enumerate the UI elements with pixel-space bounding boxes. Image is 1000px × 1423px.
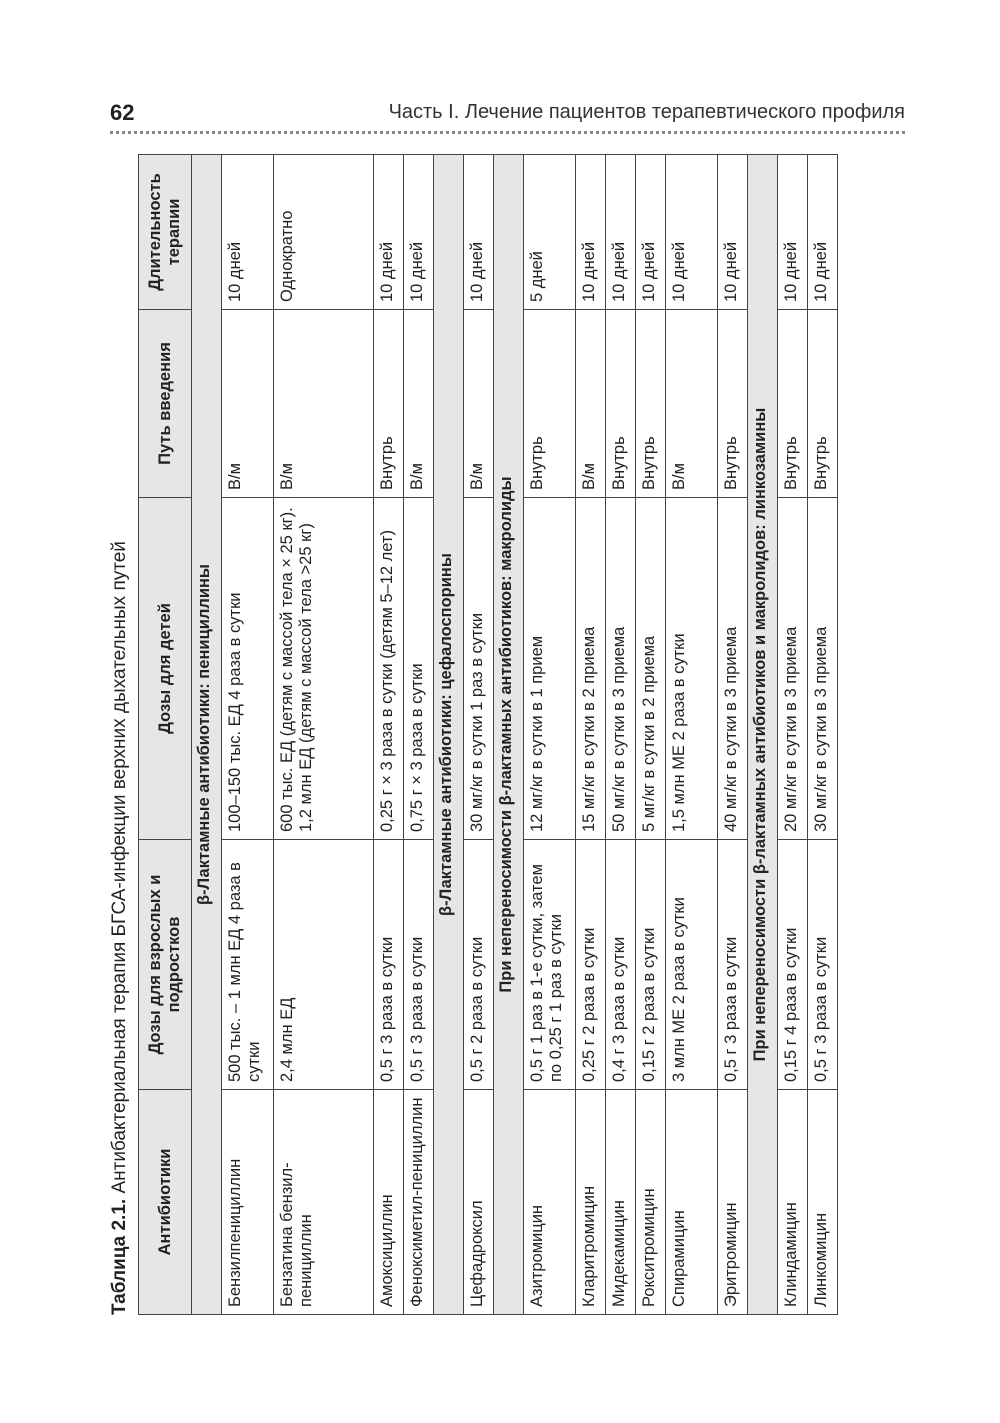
cell-route: Внутрь: [718, 310, 748, 498]
cell-child-dose: 0,75 г × 3 раза в сутки: [404, 498, 434, 840]
cell-child-dose: 30 мг/кг в сутки 1 раз в сутки: [464, 498, 494, 840]
running-title: Часть I. Лечение пациентов терапевтического профиля: [388, 101, 905, 123]
cell-antibiotic: Бензатина бензил-пенициллин: [274, 1090, 374, 1315]
cell-route: В/м: [666, 310, 718, 498]
cell-duration: 10 дней: [718, 155, 748, 310]
cell-antibiotic: Азитромицин: [524, 1090, 576, 1315]
table-body: [192, 155, 838, 1315]
cell-duration: 10 дней: [606, 155, 636, 310]
section-title: β-Лактамные антибиотики: пенициллины: [192, 155, 222, 1315]
cell-duration: 10 дней: [666, 155, 718, 310]
cell-child-dose: 15 мг/кг в сутки в 2 приема: [576, 498, 606, 840]
table-row: [576, 155, 606, 1315]
table-row: [606, 155, 636, 1315]
cell-child-dose: 50 мг/кг в сутки в 3 приема: [606, 498, 636, 840]
cell-adult-dose: 500 тыс. – 1 млн ЕД 4 раза в сутки: [222, 840, 274, 1090]
cell-duration: 10 дней: [636, 155, 666, 310]
col-header-antibiotic: Антибиотики: [139, 1090, 192, 1315]
cell-duration: 10 дней: [778, 155, 808, 310]
cell-adult-dose: 3 млн МЕ 2 раза в сутки: [666, 840, 718, 1090]
cell-child-dose: 20 мг/кг в сутки в 3 приема: [778, 498, 808, 840]
section-title: При непереносимости β-лактамных антибиотиков: макролиды: [494, 155, 524, 1315]
table-row: [778, 155, 808, 1315]
cell-antibiotic: Эритромицин: [718, 1090, 748, 1315]
cell-duration: 10 дней: [374, 155, 404, 310]
table-row: [666, 155, 718, 1315]
cell-duration: 10 дней: [464, 155, 494, 310]
cell-adult-dose: 2,4 млн ЕД: [274, 840, 374, 1090]
cell-adult-dose: 0,5 г 3 раза в сутки: [718, 840, 748, 1090]
cell-antibiotic: Феноксиметил-пенициллин: [404, 1090, 434, 1315]
cell-adult-dose: 0,15 г 4 раза в сутки: [778, 840, 808, 1090]
cell-antibiotic: Амоксициллин: [374, 1090, 404, 1315]
cell-route: Внутрь: [606, 310, 636, 498]
cell-route: Внутрь: [636, 310, 666, 498]
cell-adult-dose: 0,4 г 3 раза в сутки: [606, 840, 636, 1090]
table-row: [404, 155, 434, 1315]
col-header-child-dose: Дозы для детей: [139, 498, 192, 840]
cell-antibiotic: Цефадроксил: [464, 1090, 494, 1315]
cell-child-dose: 40 мг/кг в сутки в 3 приема: [718, 498, 748, 840]
table-row: [524, 155, 576, 1315]
cell-antibiotic: Линкомицин: [808, 1090, 838, 1315]
rotated-table-block: [110, 155, 910, 1315]
table-row: [374, 155, 404, 1315]
caption-label: Таблица 2.1.: [109, 1198, 130, 1315]
cell-adult-dose: 0,5 г 1 раз в 1-е сутки, затем по 0,25 г 1 раз в сутки: [524, 840, 576, 1090]
cell-route: Внутрь: [524, 310, 576, 498]
section-title: β-Лактамные антибиотики: цефалоспорины: [434, 155, 464, 1315]
cell-antibiotic: Клиндамицин: [778, 1090, 808, 1315]
section-row: [494, 155, 524, 1315]
cell-child-dose: 12 мг/кг в сутки в 1 прием: [524, 498, 576, 840]
table-row: [464, 155, 494, 1315]
cell-child-dose: 30 мг/кг в сутки в 3 приема: [808, 498, 838, 840]
table-row: [636, 155, 666, 1315]
cell-route: В/м: [274, 310, 374, 498]
cell-adult-dose: 0,5 г 3 раза в сутки: [808, 840, 838, 1090]
col-header-route: Путь введения: [139, 310, 192, 498]
cell-antibiotic: Бензилпенициллин: [222, 1090, 274, 1315]
cell-route: В/м: [576, 310, 606, 498]
section-title: При непереносимости β-лактамных антибиотиков и макролидов: линкозамины: [748, 155, 778, 1315]
antibiotics-table: [138, 154, 838, 1315]
cell-route: В/м: [404, 310, 434, 498]
cell-duration: 10 дней: [404, 155, 434, 310]
section-row: [748, 155, 778, 1315]
cell-duration: 10 дней: [808, 155, 838, 310]
cell-child-dose: 5 мг/кг в сутки в 2 приема: [636, 498, 666, 840]
cell-adult-dose: 0,25 г 2 раза в сутки: [576, 840, 606, 1090]
cell-route: Внутрь: [778, 310, 808, 498]
cell-child-dose: 600 тыс. ЕД (детям с массой тела × 25 кг). 1,2 млн ЕД (детям с массой тела >25 кг): [274, 498, 374, 840]
table-row: [274, 155, 374, 1315]
cell-antibiotic: Рокситромицин: [636, 1090, 666, 1315]
cell-adult-dose: 0,5 г 3 раза в сутки: [404, 840, 434, 1090]
header-divider: [110, 131, 905, 134]
cell-duration: Однократно: [274, 155, 374, 310]
cell-duration: 10 дней: [576, 155, 606, 310]
cell-antibiotic: Кларитромицин: [576, 1090, 606, 1315]
cell-antibiotic: Мидекамицин: [606, 1090, 636, 1315]
table-row: [808, 155, 838, 1315]
cell-child-dose: 1,5 млн МЕ 2 раза в сутки: [666, 498, 718, 840]
table-caption: [110, 155, 138, 1315]
cell-adult-dose: 0,5 г 2 раза в сутки: [464, 840, 494, 1090]
cell-duration: 10 дней: [222, 155, 274, 310]
col-header-adult-dose: Дозы для взрослых и подростков: [139, 840, 192, 1090]
cell-route: Внутрь: [374, 310, 404, 498]
cell-adult-dose: 0,15 г 2 раза в сутки: [636, 840, 666, 1090]
cell-child-dose: 100–150 тыс. ЕД 4 раза в сутки: [222, 498, 274, 840]
caption-text: Антибактериальная терапия БГСА-инфекции верхних дыхательных путей: [109, 541, 130, 1194]
cell-route: В/м: [222, 310, 274, 498]
table-row: [222, 155, 274, 1315]
cell-antibiotic: Спирамицин: [666, 1090, 718, 1315]
cell-route: В/м: [464, 310, 494, 498]
cell-route: Внутрь: [808, 310, 838, 498]
table-row: [718, 155, 748, 1315]
cell-child-dose: 0,25 г × 3 раза в сутки (детям 5–12 лет): [374, 498, 404, 840]
section-row: [192, 155, 222, 1315]
cell-duration: 5 дней: [524, 155, 576, 310]
col-header-duration: Длительность терапии: [139, 155, 192, 310]
table-header-row: [139, 155, 192, 1315]
cell-adult-dose: 0,5 г 3 раза в сутки: [374, 840, 404, 1090]
section-row: [434, 155, 464, 1315]
page-number: 62: [110, 100, 135, 125]
